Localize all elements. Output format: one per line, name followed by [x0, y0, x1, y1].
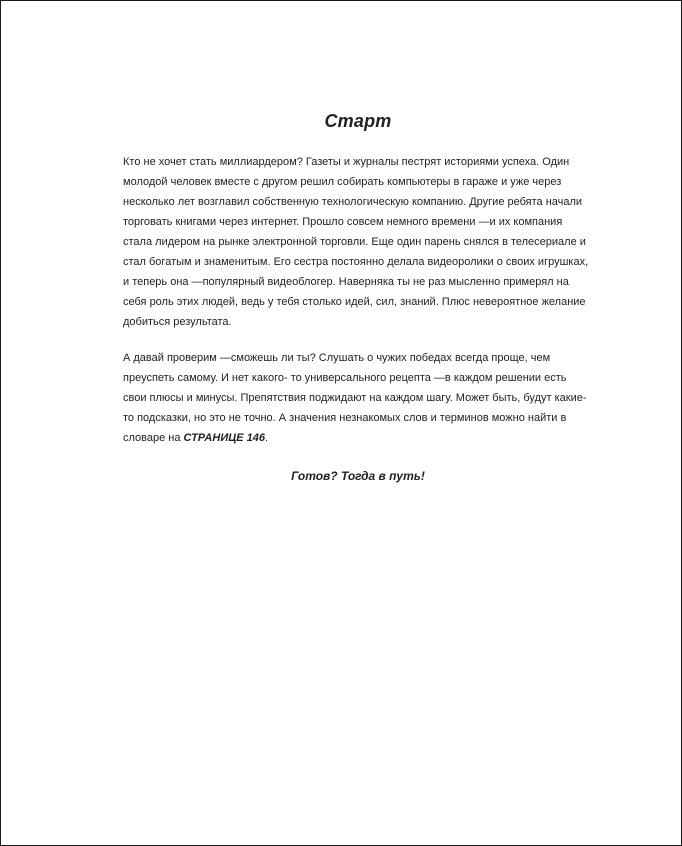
page-content: [123, 111, 593, 486]
challenge-paragraph-end: .: [265, 432, 269, 444]
page-title: Старт: [324, 111, 392, 131]
closing-line: Готов? Тогда в путь!: [291, 469, 425, 483]
challenge-paragraph: [123, 348, 593, 448]
intro-paragraph: Кто не хочет стать миллиардером? Газеты и журналы пестрят историями успеха. Один молодой человек вместе с другом решил собирать компьютеры в гараже и уже через несколько лет возглавил собственную технологическую компанию. Другие ребята начали торговать книгами через интернет. Прошло совсем немного времени —и их компания стала лидером на рынке электронной торговли. Еще один парень снялся в телесериале и стал богатым и знаменитым. Его сестра постоянно делала видеоролики о своих игрушках, и теперь она —популярный видеоблогер. Наверняка ты не раз мысленно примерял на себя роль этих людей, ведь у тебя столько идей, сил, знаний. Плюс невероятное желание добиться результата.: [123, 156, 589, 328]
glossary-page-reference: СТРАНИЦЕ 146: [183, 432, 265, 444]
challenge-paragraph-text: А давай проверим —сможешь ли ты? Слушать о чужих победах всегда проще, чем преуспеть самому. И нет какого- то универсального рецепта —в каждом решении есть свои плюсы и минусы. Препятствия поджидают на каждом шагу. Может быть, будут какие- то подсказки, но это не точно. А значения незнакомых слов и терминов можно найти в словаре на: [123, 352, 587, 444]
